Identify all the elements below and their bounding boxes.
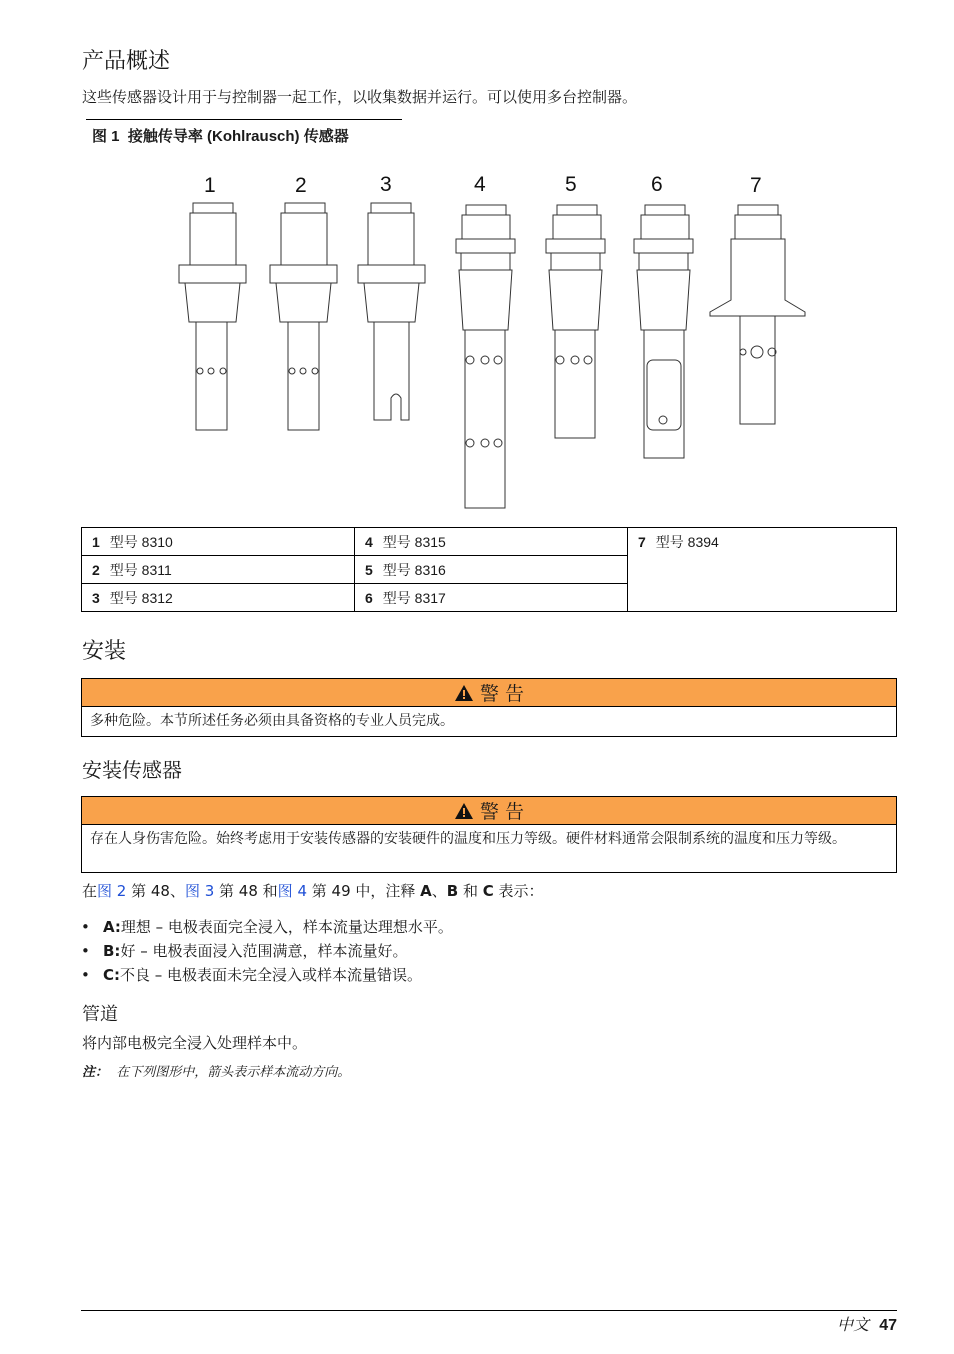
sensor-6-drawing xyxy=(634,205,693,458)
warning-box-2 xyxy=(81,796,897,873)
legend-label: 型号 8311 xyxy=(109,561,172,578)
sensor-2-drawing xyxy=(270,203,337,430)
sensor-7-drawing xyxy=(710,205,805,424)
figure-2-link[interactable]: 图 2 xyxy=(97,882,127,900)
list-item: • C:不良 – 电极表面未完全浸入或样本流量错误。 xyxy=(81,966,423,984)
ref-text: 在 xyxy=(82,882,98,900)
footer-rule xyxy=(81,1310,897,1311)
legend-cell xyxy=(355,528,628,556)
list-item: • B:好 – 电极表面浸入范围满意，样本流量好。 xyxy=(81,942,408,960)
legend-number: 6 xyxy=(365,589,373,606)
bullet-key: C: xyxy=(103,966,121,984)
figure-reference-paragraph xyxy=(82,881,544,901)
sensor-1-drawing xyxy=(179,203,246,430)
legend-cell xyxy=(82,556,355,584)
subsection-title-piping: 管道 xyxy=(82,1004,118,1025)
sensor-number-2: 2 xyxy=(295,174,307,197)
legend-label: 型号 8317 xyxy=(382,589,446,606)
ref-text: 第 48 和 xyxy=(214,882,278,900)
legend-cell xyxy=(355,556,628,584)
legend-label: 型号 8316 xyxy=(382,561,446,578)
figure-legend-table xyxy=(81,527,897,612)
figure-caption-text: 接触传导率 (Kohlrausch) 传感器 xyxy=(127,128,349,145)
legend-number: 7 xyxy=(638,534,646,550)
legend-number: 1 xyxy=(92,533,100,550)
bullet-key: B: xyxy=(103,942,121,960)
warning-triangle-icon xyxy=(454,684,474,702)
legend-cell xyxy=(628,528,897,612)
ref-text: 、 xyxy=(431,882,447,900)
legend-number: 5 xyxy=(365,561,373,578)
ref-label-b: B xyxy=(446,882,459,900)
warning-title: 警 告 xyxy=(479,801,525,823)
page-number: 47 xyxy=(879,1317,897,1334)
sensor-number-4: 4 xyxy=(474,173,486,196)
bullet-text: 好 – 电极表面浸入范围满意，样本流量好。 xyxy=(120,942,408,960)
figure-4-link[interactable]: 图 4 xyxy=(277,882,307,900)
legend-cell xyxy=(82,584,355,612)
section-title-overview: 产品概述 xyxy=(82,49,171,74)
warning-text: 多种危险。本节所述任务必须由具备资格的专业人员完成。 xyxy=(90,713,454,729)
legend-label: 型号 8310 xyxy=(109,533,173,550)
warning-header xyxy=(82,797,896,825)
ref-text: 第 49 中，注释 xyxy=(306,882,421,900)
figure-caption-rule xyxy=(86,119,402,120)
legend-number: 3 xyxy=(92,589,100,606)
note-text: 在下列图形中，箭头表示样本流动方向。 xyxy=(116,1065,351,1080)
figure-caption-label: 图 1 xyxy=(92,128,120,145)
legend-label: 型号 8315 xyxy=(382,533,446,550)
overview-intro: 这些传感器设计用于与控制器一起工作，以收集数据并运行。可以使用多台控制器。 xyxy=(82,88,638,106)
sensor-number-7: 7 xyxy=(750,174,762,197)
sensor-5-drawing xyxy=(546,205,605,438)
note-label: 注： xyxy=(82,1065,109,1080)
legend-number: 2 xyxy=(92,561,100,578)
warning-title: 警 告 xyxy=(479,683,525,705)
sensor-4-drawing xyxy=(456,205,515,508)
footer xyxy=(837,1312,897,1335)
bullet-text: 不良 – 电极表面未完全浸入或样本流量错误。 xyxy=(120,966,423,984)
warning-triangle-icon xyxy=(454,802,474,820)
section-title-install: 安装 xyxy=(82,639,127,664)
sensor-number-3: 3 xyxy=(380,173,392,196)
note xyxy=(82,1061,350,1080)
legend-cell xyxy=(82,528,355,556)
sensor-illustration xyxy=(170,165,820,515)
legend-label: 型号 8394 xyxy=(655,534,719,550)
warning-header xyxy=(82,679,896,707)
warning-text: 存在人身伤害危险。始终考虑用于安装传感器的安装硬件的温度和压力等级。硬件材料通常会限制系统的温度和压力等级。 xyxy=(90,831,846,847)
legend-label: 型号 8312 xyxy=(109,589,173,606)
condition-list xyxy=(81,915,453,987)
sensor-3-drawing xyxy=(358,203,425,420)
footer-language: 中文 xyxy=(837,1315,870,1334)
ref-text: 第 48、 xyxy=(126,882,185,900)
ref-text: 表示： xyxy=(493,882,544,900)
sensor-number-5: 5 xyxy=(565,173,577,196)
bullet-key: A: xyxy=(103,918,121,936)
table-row xyxy=(82,528,897,556)
sensor-number-1: 1 xyxy=(204,174,216,197)
ref-text: 和 xyxy=(458,882,483,900)
ref-label-c: C xyxy=(482,882,494,900)
figure-3-link[interactable]: 图 3 xyxy=(184,882,215,900)
ref-label-a: A xyxy=(420,882,432,900)
warning-box-1 xyxy=(81,678,897,737)
legend-number: 4 xyxy=(365,533,373,550)
subsection-title-install-sensor: 安装传感器 xyxy=(82,758,182,782)
sensor-number-6: 6 xyxy=(651,173,663,196)
legend-cell xyxy=(355,584,628,612)
piping-text: 将内部电极完全浸入处理样本中。 xyxy=(82,1034,308,1052)
list-item: • A:理想 – 电极表面完全浸入，样本流量达理想水平。 xyxy=(81,918,453,936)
figure-caption xyxy=(92,125,349,146)
bullet-text: 理想 – 电极表面完全浸入，样本流量达理想水平。 xyxy=(120,918,453,936)
